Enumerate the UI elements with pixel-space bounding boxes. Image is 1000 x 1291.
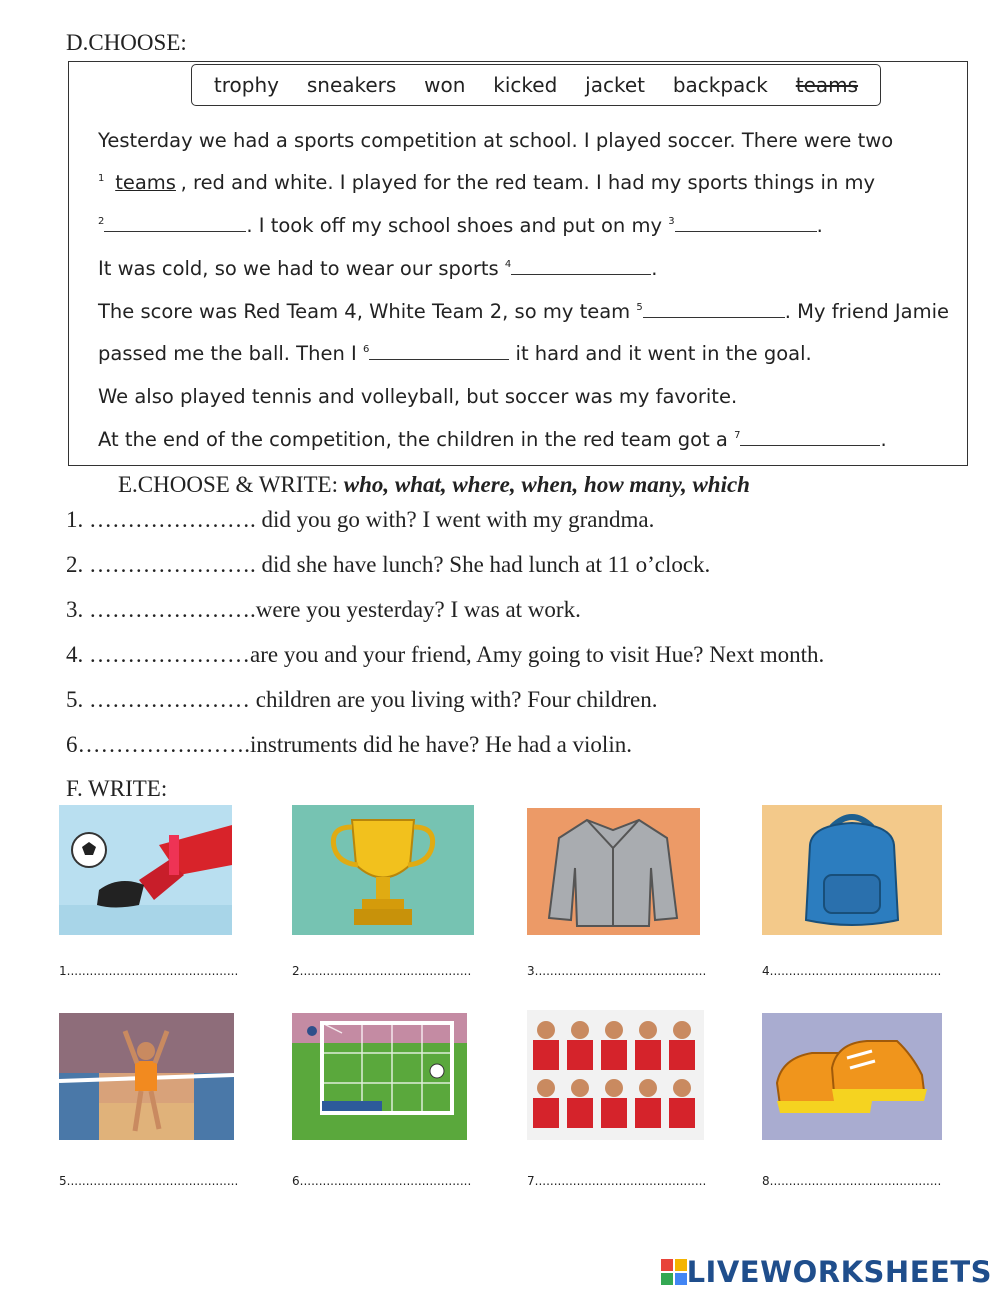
story-text: The score was Red Team 4, White Team 2, so my team [98, 300, 631, 323]
section-e-question-words: who, what, where, when, how many, which [343, 472, 750, 497]
logo-blocks-icon [661, 1259, 687, 1285]
story-line-7: We also played tennis and volleyball, but soccer was my favorite. [98, 385, 738, 408]
section-e-title: E.CHOOSE & WRITE: [118, 472, 344, 497]
story-text: . I took off my school shoes and put on my [246, 214, 663, 237]
blank-number: 6 [362, 344, 370, 355]
blank-number: 3 [668, 216, 675, 227]
backpack-picture [762, 805, 942, 935]
story-text: passed me the ball. Then I [98, 342, 357, 365]
question-5[interactable]: 5. ………………… children are you living with? Four children. [66, 687, 658, 712]
blank-number: 4 [504, 259, 512, 270]
story-text: At the end of the competition, the children in the red team got a [98, 428, 728, 451]
team-picture [527, 1010, 704, 1140]
story-text: . [816, 214, 823, 237]
trophy-picture [292, 805, 474, 935]
question-2[interactable]: 2. …………………. did she have lunch? She had lunch at 11 o’clock. [66, 552, 711, 577]
caption-7[interactable]: 7............................................. [527, 1174, 707, 1188]
blank-number: 7 [734, 430, 741, 441]
blank-number: 2 [98, 216, 105, 227]
story-text: . [880, 428, 887, 451]
word-bank-item[interactable]: sneakers [306, 73, 397, 97]
goal-picture [292, 1013, 467, 1140]
word-bank-item[interactable]: jacket [585, 73, 645, 97]
caption-8[interactable]: 8............................................. [762, 1174, 942, 1188]
word-bank-item[interactable]: won [424, 73, 466, 97]
word-bank-item[interactable]: kicked [493, 73, 558, 97]
caption-1[interactable]: 1............................................. [59, 964, 239, 978]
question-4[interactable]: 4. …………………are you and your friend, Amy going to visit Hue? Next month. [66, 642, 825, 667]
answer-blank-3[interactable] [675, 230, 817, 232]
caption-6[interactable]: 6............................................. [292, 1174, 472, 1188]
caption-2[interactable]: 2............................................. [292, 964, 472, 978]
caption-4[interactable]: 4............................................. [762, 964, 942, 978]
question-6[interactable]: 6…………….…….instruments did he have? He had a violin. [66, 732, 632, 757]
section-f-heading: F. WRITE: [66, 776, 168, 801]
story-text: it hard and it went in the goal. [515, 342, 812, 365]
answer-blank-1[interactable]: teams [115, 171, 176, 194]
blank-number: 5 [636, 302, 643, 313]
answer-blank-7[interactable] [740, 444, 880, 446]
story-text: . [651, 257, 658, 280]
liveworksheets-logo[interactable] [661, 1255, 992, 1289]
answer-blank-2[interactable] [104, 230, 246, 232]
section-e-heading [118, 472, 750, 498]
story-line-8 [98, 428, 887, 451]
section-d-heading: D.CHOOSE: [66, 30, 187, 55]
story-line-6 [98, 342, 812, 365]
blank-number: 1 [98, 173, 105, 184]
story-text: , red and white. I played for the red team. I had my sports things in my [180, 171, 876, 194]
logo-text: LIVEWORKSHEETS [686, 1255, 992, 1289]
question-3[interactable]: 3. ………………….were you yesterday? I was at work. [66, 597, 581, 622]
story-line-2 [98, 171, 875, 194]
answer-blank-6[interactable] [369, 358, 509, 360]
story-text: . My friend Jamie [784, 300, 950, 323]
caption-3[interactable]: 3............................................. [527, 964, 707, 978]
question-1[interactable]: 1. …………………. did you go with? I went with my grandma. [66, 507, 655, 532]
kicking-ball-picture [59, 805, 232, 935]
story-text: It was cold, so we had to wear our sports [98, 257, 499, 280]
word-bank-item[interactable]: trophy [213, 73, 279, 97]
word-bank [191, 64, 881, 106]
story-line-3 [98, 214, 823, 237]
story-line-5 [98, 300, 949, 323]
story-line-1: Yesterday we had a sports competition at school. I played soccer. There were two [98, 129, 894, 152]
winner-picture [59, 1013, 234, 1140]
sneakers-picture [762, 1013, 942, 1140]
caption-5[interactable]: 5............................................. [59, 1174, 239, 1188]
answer-blank-4[interactable] [511, 273, 651, 275]
answer-blank-5[interactable] [643, 316, 785, 318]
word-bank-item[interactable]: backpack [672, 73, 768, 97]
jacket-picture [527, 808, 700, 935]
word-bank-item[interactable]: teams [795, 73, 859, 97]
story-line-4 [98, 257, 657, 280]
